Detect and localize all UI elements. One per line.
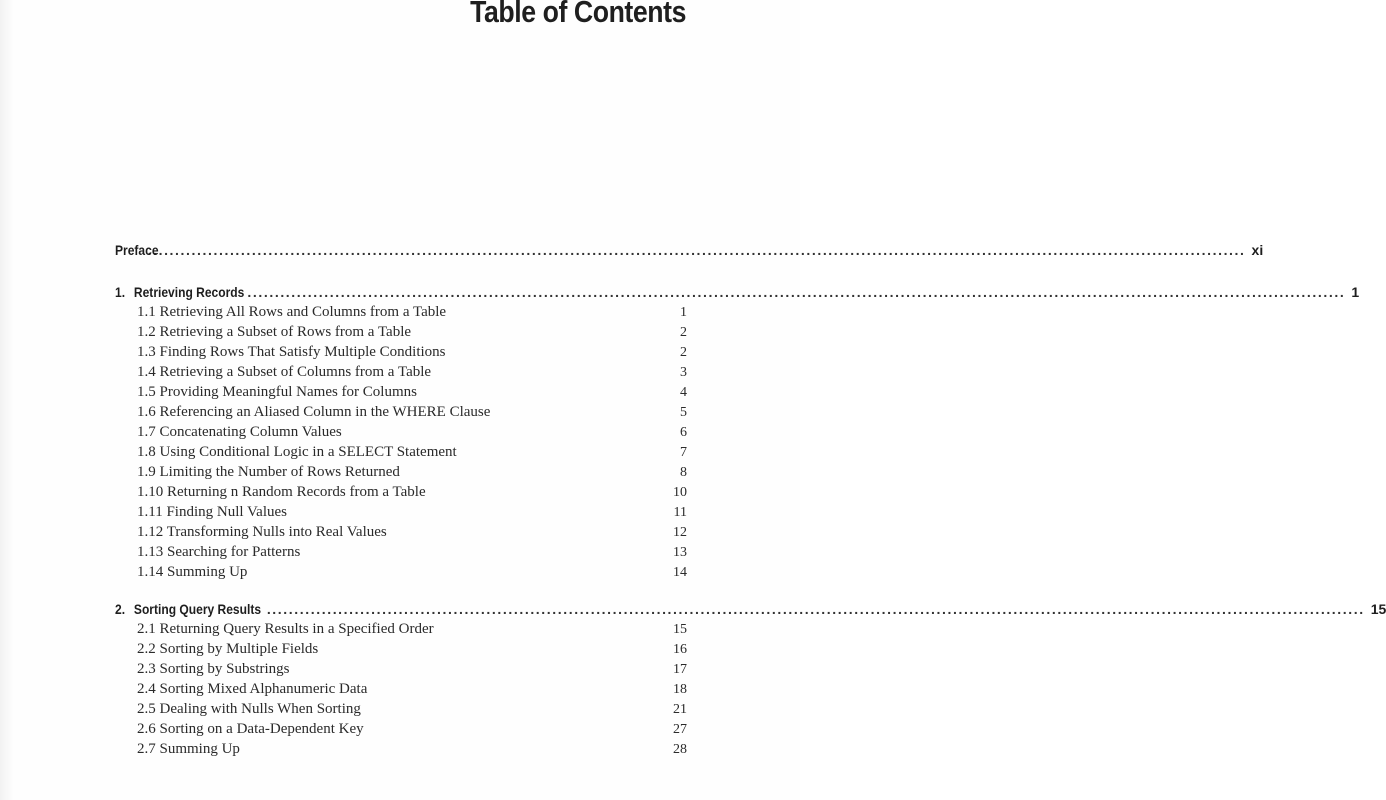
toc-section[interactable] [115, 422, 687, 442]
toc-section[interactable] [115, 482, 687, 502]
toc-section[interactable] [115, 562, 687, 582]
chapter-page: 15 [1370, 601, 1386, 617]
toc-entry-page: xi [1251, 242, 1264, 258]
toc-section[interactable] [115, 739, 687, 759]
toc-section[interactable] [115, 342, 687, 362]
chapter-title: Sorting Query Results [133, 601, 262, 617]
chapter-number: 1. [115, 284, 126, 300]
toc-section[interactable] [115, 639, 687, 659]
dot-leader: ........................................................................................................................................................................................................ [147, 242, 1246, 258]
section-page: 1 [680, 305, 687, 320]
section-page: 18 [673, 682, 687, 697]
section-label: 2.2 Sorting by Multiple Fields [137, 641, 319, 657]
section-page: 12 [673, 525, 687, 540]
section-label: 1.5 Providing Meaningful Names for Columns [137, 384, 417, 400]
section-label: 1.12 Transforming Nulls into Real Values [137, 524, 387, 540]
chapter-1-sections [115, 302, 687, 582]
toc-section[interactable] [115, 442, 687, 462]
chapter-title: Retrieving Records [133, 284, 245, 300]
section-page: 13 [673, 545, 687, 560]
section-page: 16 [673, 642, 687, 657]
section-label: 2.5 Dealing with Nulls When Sorting [137, 701, 361, 717]
toc-section[interactable] [115, 619, 687, 639]
table-of-contents [115, 240, 1386, 759]
toc-section[interactable] [115, 679, 687, 699]
toc-section[interactable] [115, 302, 687, 322]
dot-leader: ........................................................................................................................................................................................................ [247, 284, 1346, 300]
section-label: 1.9 Limiting the Number of Rows Returned [137, 464, 400, 480]
section-page: 28 [673, 742, 687, 757]
page-title: Table of Contents [470, 0, 686, 29]
toc-section[interactable] [115, 502, 687, 522]
toc-entry-label: Preface [115, 242, 159, 258]
section-page: 17 [673, 662, 687, 677]
section-page: 5 [680, 405, 687, 420]
chapter-number: 2. [115, 601, 126, 617]
toc-section[interactable] [115, 382, 687, 402]
section-page: 4 [680, 385, 687, 400]
section-label: 2.7 Summing Up [137, 741, 240, 757]
section-page: 6 [680, 425, 687, 440]
page-edge-shadow [0, 0, 14, 800]
section-page: 2 [680, 345, 687, 360]
section-label: 2.1 Returning Query Results in a Specified Order [137, 621, 434, 637]
section-label: 1.14 Summing Up [137, 564, 248, 580]
toc-section[interactable] [115, 402, 687, 422]
chapter-2-sections [115, 619, 687, 759]
toc-entry-preface[interactable] [115, 240, 1264, 260]
section-label: 2.6 Sorting on a Data-Dependent Key [137, 721, 364, 737]
chapter-page: 1 [1351, 284, 1360, 300]
section-page: 21 [673, 702, 687, 717]
section-label: 2.3 Sorting by Substrings [137, 661, 290, 677]
toc-section[interactable] [115, 522, 687, 542]
toc-section[interactable] [115, 542, 687, 562]
section-label: 1.8 Using Conditional Logic in a SELECT Statement [137, 444, 457, 460]
toc-section[interactable] [115, 322, 687, 342]
section-label: 1.4 Retrieving a Subset of Columns from a Table [137, 364, 432, 380]
section-page: 2 [680, 325, 687, 340]
section-label: 2.4 Sorting Mixed Alphanumeric Data [137, 681, 368, 697]
section-page: 7 [680, 445, 687, 460]
toc-section[interactable] [115, 659, 687, 679]
toc-chapter-2[interactable] [115, 599, 1386, 619]
section-label: 1.3 Finding Rows That Satisfy Multiple Conditions [137, 344, 446, 360]
section-page: 11 [673, 505, 687, 520]
toc-section[interactable] [115, 362, 687, 382]
section-page: 15 [673, 622, 687, 637]
toc-chapter-1[interactable] [115, 282, 1360, 302]
section-page: 8 [680, 465, 687, 480]
section-page: 14 [673, 565, 687, 580]
toc-section[interactable] [115, 462, 687, 482]
section-label: 1.2 Retrieving a Subset of Rows from a Table [137, 324, 412, 340]
toc-section[interactable] [115, 699, 687, 719]
toc-section[interactable] [115, 719, 687, 739]
section-label: 1.7 Concatenating Column Values [137, 424, 342, 440]
section-page: 3 [680, 365, 687, 380]
section-label: 1.13 Searching for Patterns [137, 544, 301, 560]
dot-leader: ........................................................................................................................................................................................................ [266, 601, 1365, 617]
section-label: 1.1 Retrieving All Rows and Columns from a Table [137, 304, 447, 320]
section-page: 27 [673, 722, 687, 737]
section-label: 1.10 Returning n Random Records from a Table [137, 484, 426, 500]
section-page: 10 [673, 485, 687, 500]
section-label: 1.11 Finding Null Values [137, 504, 288, 520]
section-label: 1.6 Referencing an Aliased Column in the WHERE Clause [137, 404, 491, 420]
